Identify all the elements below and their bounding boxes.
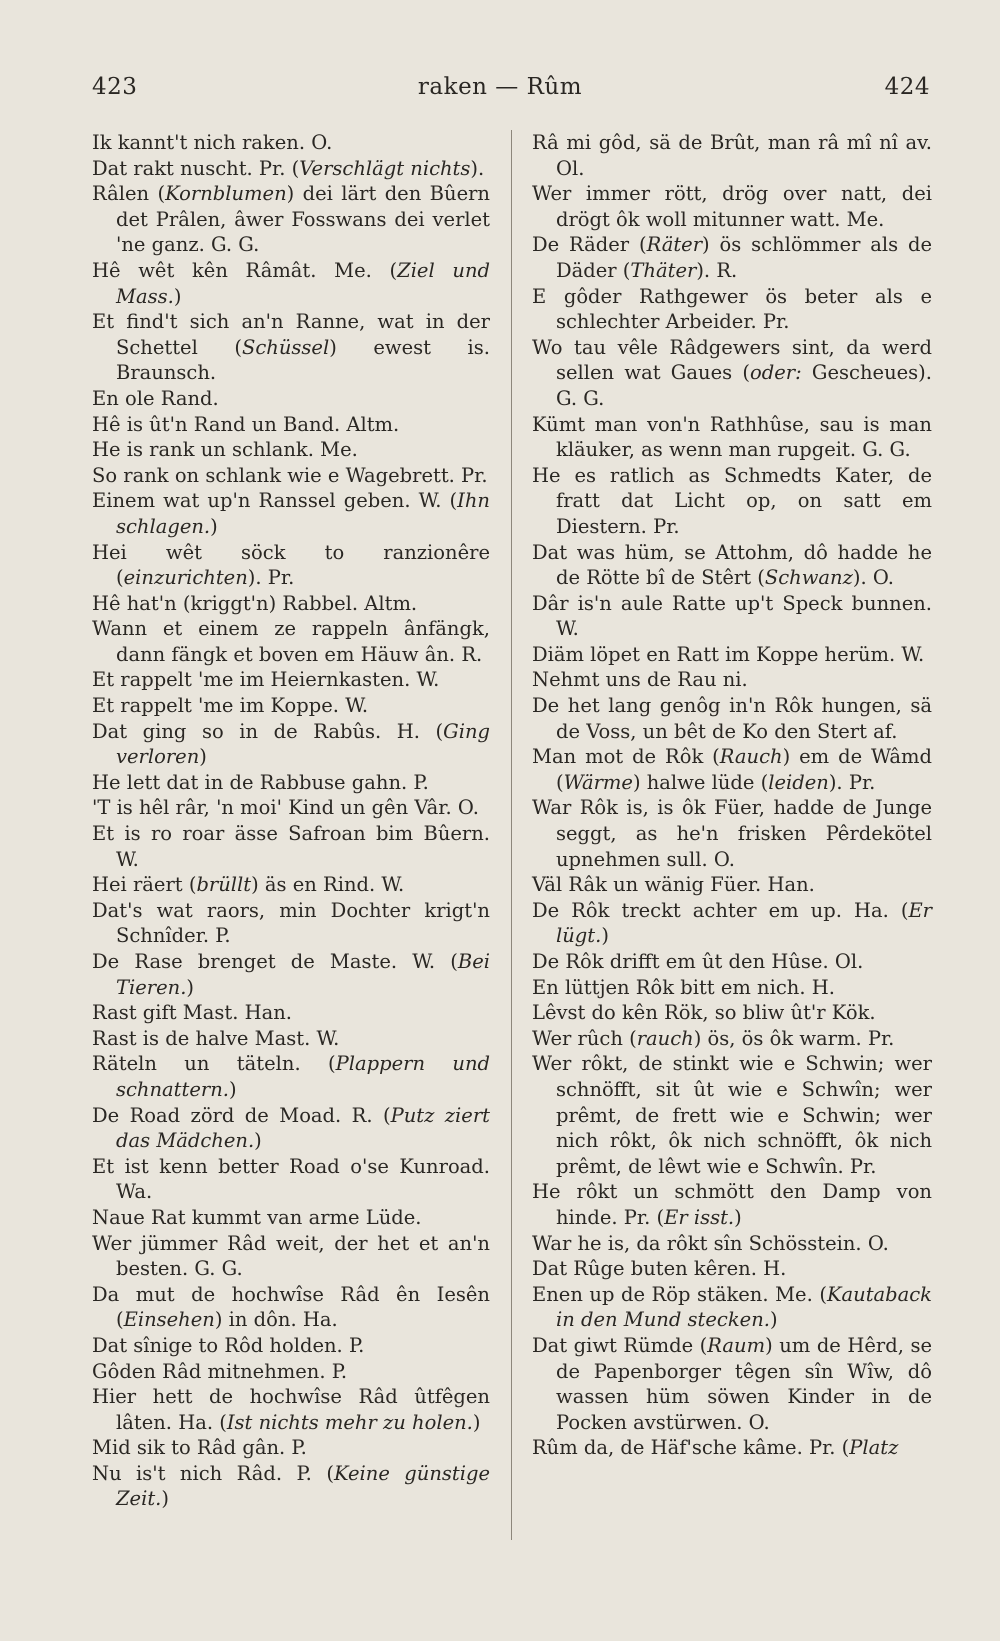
proverb-entry [92, 1231, 490, 1282]
entry-text: ) dei lärt den Bûern det Prâlen, âwer Fosswans dei verlet 'ne ganz. G. G. [116, 182, 490, 257]
entry-text: Dat rakt nuscht. Pr. ( [92, 156, 300, 180]
gloss-text: Er isst. [664, 1205, 735, 1229]
proverb-entry [532, 667, 932, 693]
proverb-entry [92, 1000, 490, 1026]
proverb-entry [92, 258, 490, 309]
gloss-text: Thäter [630, 258, 697, 282]
proverb-entry [532, 642, 932, 668]
entry-text: Rast is de halve Mast. W. [92, 1026, 340, 1050]
entry-text: De Road zörd de Moad. R. ( [92, 1103, 391, 1127]
entry-text: ) [472, 1410, 481, 1434]
entry-text: Ik kannt't nich raken. O. [92, 131, 333, 154]
gloss-text: Keine günstige Zeit. [116, 1461, 490, 1511]
entry-text: Et ist kenn better Road o'se Kunroad. Wa. [92, 1154, 490, 1204]
entry-text: Wer rûch ( [532, 1026, 637, 1050]
entry-text: Da mut de hochwîse Râd ên Iesên ( [92, 1282, 490, 1332]
entry-text: ) [734, 1205, 742, 1229]
gloss-text: Rauch [719, 745, 783, 769]
entry-text: Wer rôkt, de stinkt wie e Schwin; wer schnöfft, sit ût wie e Schwîn; wer prêmt, de frett wie e Schwin; wer nich rôkt, ôk nich schnöfft, ôk nich prêmt, de lêwt wie e Schwîn. Pr. [532, 1052, 932, 1178]
entry-text: Diäm löpet en Ratt im Koppe herüm. W. [532, 642, 925, 666]
proverb-entry [532, 1435, 932, 1461]
entry-text: ) ös schlömmer als de Däder ( [556, 233, 932, 282]
entry-text: Et rappelt 'me im Koppe. W. [92, 694, 369, 718]
entry-text: ). Pr. [828, 770, 876, 794]
proverb-entry [532, 1179, 932, 1230]
proverb-entry [92, 540, 490, 591]
proverb-entry [532, 1026, 932, 1052]
entry-text: Man mot de Rôk ( [532, 745, 720, 769]
entry-text: Rûm da, de Häf'sche kâme. Pr. ( [532, 1436, 850, 1460]
proverb-entry [532, 693, 932, 744]
proverb-entry [532, 1051, 932, 1179]
gloss-text: oder: [750, 361, 802, 385]
entry-text: ) [601, 924, 609, 948]
proverb-entry [532, 540, 932, 591]
entry-text: Kümt man von'n Rathhûse, sau is man kläuker, as wenn man rupgeit. G. G. [532, 412, 932, 462]
proverb-entry [92, 872, 490, 898]
proverb-entry [532, 949, 932, 975]
entry-text: ) äs en Rind. W. [251, 873, 405, 897]
proverb-entry [92, 463, 490, 489]
entry-text: Et find't sich an'n Ranne, wat in der Schettel ( [92, 310, 490, 359]
entry-text: Et is ro roar ässe Safroan bim Bûern. W. [92, 822, 490, 871]
entry-text: De het lang genôg in'n Rôk hungen, sä de Voss, un bêt de Ko den Stert af. [532, 694, 932, 743]
entry-text: Räteln un täteln. ( [92, 1052, 336, 1076]
proverb-entry [532, 1256, 932, 1282]
proverb-entry [92, 412, 490, 438]
entry-text: He rôkt un schmött den Damp von hinde. Pr. ( [532, 1180, 932, 1229]
entry-text: ) [254, 1129, 262, 1153]
gloss-text: Bei Tieren. [116, 950, 490, 999]
entry-text: Et rappelt 'me im Heiernkasten. W. [92, 668, 440, 692]
proverb-entry [92, 719, 490, 770]
proverb-entry [92, 309, 490, 386]
proverb-entry [92, 667, 490, 693]
proverb-entry [92, 821, 490, 872]
entry-text: War he is, da rôkt sîn Schösstein. O. [532, 1231, 889, 1255]
entry-text: En ole Rand. [92, 386, 219, 410]
proverb-entry [532, 1231, 932, 1257]
entry-text: Mid sik to Râd gân. P. [92, 1436, 307, 1460]
gloss-text: Schwanz [764, 566, 853, 590]
entry-text: ) [161, 1487, 169, 1511]
entry-text: Einem wat up'n Ranssel geben. W. ( [92, 489, 458, 513]
right-column [532, 130, 932, 1461]
entry-text: He lett dat in de Rabbuse gahn. P. [92, 770, 429, 794]
gloss-text: Ging verloren [116, 719, 490, 769]
proverb-entry [92, 1359, 490, 1385]
proverb-entry [532, 744, 932, 795]
entry-text: ) ös, ös ôk warm. Pr. [693, 1026, 895, 1050]
left-page-number: 423 [92, 74, 138, 100]
column-divider [511, 130, 512, 1540]
entry-text: ). Pr. [247, 566, 295, 590]
entry-text: Wer immer rött, drög over natt, dei drögt ôk woll mitunner watt. Me. [532, 182, 932, 231]
gloss-text: einzurichten [123, 566, 248, 590]
gloss-text: Verschlägt nichts [299, 156, 471, 180]
gloss-text: Kautaback in den Mund stecken. [556, 1282, 932, 1332]
entry-text: Naue Rat kummt van arme Lüde. [92, 1205, 422, 1229]
gloss-text: Ziel und Mass. [116, 258, 490, 308]
entry-text: He is rank un schlank. Me. [92, 438, 358, 462]
gloss-text: Platz [849, 1436, 899, 1460]
entry-text: En lüttjen Rôk bitt em nich. H. [532, 975, 835, 999]
gloss-text: Putz ziert das Mädchen. [116, 1103, 490, 1153]
proverb-entry [532, 232, 932, 283]
entry-text: Wo tau vêle Râdgewers sint, da werd sellen wat Gaues ( [532, 335, 932, 385]
proverb-entry [92, 1154, 490, 1205]
proverb-entry [92, 1461, 490, 1512]
entry-text: Nu is't nich Râd. P. ( [92, 1461, 334, 1485]
entry-text: Väl Râk un wänig Füer. Han. [532, 873, 815, 897]
entry-text: Dat sînige to Rôd holden. P. [92, 1333, 365, 1357]
proverb-entry [532, 1333, 932, 1435]
running-title: raken — Rûm [417, 74, 583, 100]
entry-text: Hê hat'n (kriggt'n) Rabbel. Altm. [92, 591, 418, 615]
proverb-entry [532, 463, 932, 540]
gloss-text: Einsehen [123, 1308, 215, 1332]
proverb-entry [92, 437, 490, 463]
entry-text: ). R. [696, 258, 738, 282]
gloss-text: Plappern und schnattern. [116, 1052, 490, 1101]
proverb-entry [92, 1103, 490, 1154]
proverb-entry [532, 1282, 932, 1333]
entry-text: ) em de Wâmd ( [556, 745, 932, 794]
gloss-text: leiden [768, 770, 829, 794]
proverb-entry [532, 898, 932, 949]
entry-text: Gescheues). G. G. [556, 361, 932, 410]
entry-text: De Rôk treckt achter em up. Ha. ( [532, 898, 909, 922]
right-page-number: 424 [884, 74, 930, 100]
entry-text: ) halwe lüde ( [632, 770, 769, 794]
entry-text: Hei wêt söck to ranzionêre ( [92, 540, 490, 590]
proverb-entry [92, 1333, 490, 1359]
proverb-entry [92, 693, 490, 719]
proverb-entry [92, 488, 490, 539]
entry-text: De Rase brenget de Maste. W. ( [92, 950, 458, 973]
proverb-entry [532, 130, 932, 181]
proverb-entry [532, 975, 932, 1001]
proverb-entry [92, 770, 490, 796]
proverb-entry [92, 1282, 490, 1333]
proverb-entry [92, 1205, 490, 1231]
entry-text: Rast gift Mast. Han. [92, 1001, 292, 1025]
left-column [92, 130, 490, 1512]
proverb-entry [92, 898, 490, 949]
gloss-text: Er lügt. [556, 898, 932, 948]
proverb-entry [92, 130, 490, 156]
entry-text: Dat's wat raors, min Dochter krigt'n Schnîder. P. [92, 898, 490, 948]
entry-text: Hê wêt kên Râmât. Me. ( [92, 258, 398, 282]
entry-text: He es ratlich as Schmedts Kater, de fratt dat Licht op, on satt em Diestern. Pr. [532, 463, 932, 538]
proverb-entry [92, 795, 490, 821]
gloss-text: brüllt [196, 873, 252, 897]
entry-text: ) [210, 514, 218, 538]
entry-text: De Räder ( [532, 233, 647, 257]
entry-text: ) ewest is. Braunsch. [116, 335, 490, 385]
entry-text: Hei räert ( [92, 873, 197, 897]
proverb-entry [92, 156, 490, 182]
entry-text: Dat Rûge buten kêren. H. [532, 1257, 787, 1281]
entry-text: War Rôk is, is ôk Füer, hadde de Junge seggt, as he'n frisken Pêrdekötel upnehmen sull. O. [532, 796, 932, 871]
entry-text: Gôden Râd mitnehmen. P. [92, 1359, 348, 1383]
proverb-entry [92, 1384, 490, 1435]
entry-text: Nehmt uns de Rau ni. [532, 668, 748, 692]
proverb-entry [92, 616, 490, 667]
proverb-entry [532, 591, 932, 642]
proverb-entry [532, 872, 932, 898]
gloss-text: Wärme [563, 770, 633, 794]
entry-text: Hê is ût'n Rand un Band. Altm. [92, 412, 400, 436]
entry-text: ) in dôn. Ha. [214, 1308, 338, 1332]
gloss-text: Ihn schlagen. [116, 489, 490, 538]
entry-text: ). O. [852, 566, 894, 590]
gloss-text: Räter [646, 233, 703, 257]
entry-text: ) [173, 284, 182, 308]
proverb-entry [532, 284, 932, 335]
entry-text: ) [186, 975, 195, 999]
proverb-entry [532, 1000, 932, 1026]
entry-text: Dat giwt Rümde ( [532, 1333, 708, 1357]
entry-text: 'T is hêl râr, 'n moi' Kind un gên Vâr. O. [92, 796, 479, 820]
entry-text: ) [199, 745, 207, 769]
proverb-entry [92, 949, 490, 1000]
entry-text: ) [769, 1308, 778, 1332]
entry-text: Wer jümmer Râd weit, der het et an'n besten. G. G. [92, 1231, 490, 1281]
gloss-text: Ist nichts mehr zu holen. [226, 1410, 473, 1434]
proverb-entry [92, 386, 490, 412]
entry-text: ). [470, 156, 485, 180]
entry-text: De Rôk drifft em ût den Hûse. Ol. [532, 950, 864, 973]
entry-text: Lêvst do kên Rök, so bliw ût'r Kök. [532, 1001, 876, 1025]
entry-text: Dat was hüm, se Attohm, dô hadde he de Rötte bî de Stêrt ( [532, 540, 932, 590]
entry-text: Dâr is'n aule Ratte up't Speck bunnen. W. [532, 591, 932, 641]
proverb-entry [92, 1051, 490, 1102]
entry-text: Râ mi gôd, sä de Brût, man râ mî nî av. Ol. [532, 131, 932, 180]
proverb-entry [532, 412, 932, 463]
proverb-entry [92, 1026, 490, 1052]
gloss-text: Raum [707, 1333, 766, 1357]
entry-text: Dat ging so in de Rabûs. H. ( [92, 719, 444, 743]
gloss-text: Schüssel [242, 335, 330, 359]
proverb-entry [92, 1435, 490, 1461]
entry-text: E gôder Rathgewer ös beter als e schlechter Arbeider. Pr. [532, 284, 932, 334]
entry-text: Enen up de Röp stäken. Me. ( [532, 1282, 827, 1306]
entry-text: ) um de Hêrd, se de Papenborger têgen sîn Wîw, dô wassen hüm söwen Kinder in de Pocken avstürwen. O. [556, 1333, 932, 1434]
gloss-text: Kornblumen [165, 182, 287, 206]
proverb-entry [92, 181, 490, 258]
proverb-entry [92, 591, 490, 617]
proverb-entry [532, 795, 932, 872]
proverb-entry [532, 335, 932, 412]
entry-text: Wann et einem ze rappeln ânfängk, dann fängk et boven em Häuw ân. R. [92, 617, 490, 666]
proverb-entry [532, 181, 932, 232]
entry-text: Hier hett de hochwîse Râd ûtfêgen lâten. Ha. ( [92, 1385, 490, 1434]
entry-text: Râlen ( [92, 182, 166, 206]
entry-text: So rank on schlank wie e Wagebrett. Pr. [92, 463, 488, 487]
gloss-text: rauch [636, 1026, 694, 1050]
entry-text: ) [228, 1077, 237, 1101]
